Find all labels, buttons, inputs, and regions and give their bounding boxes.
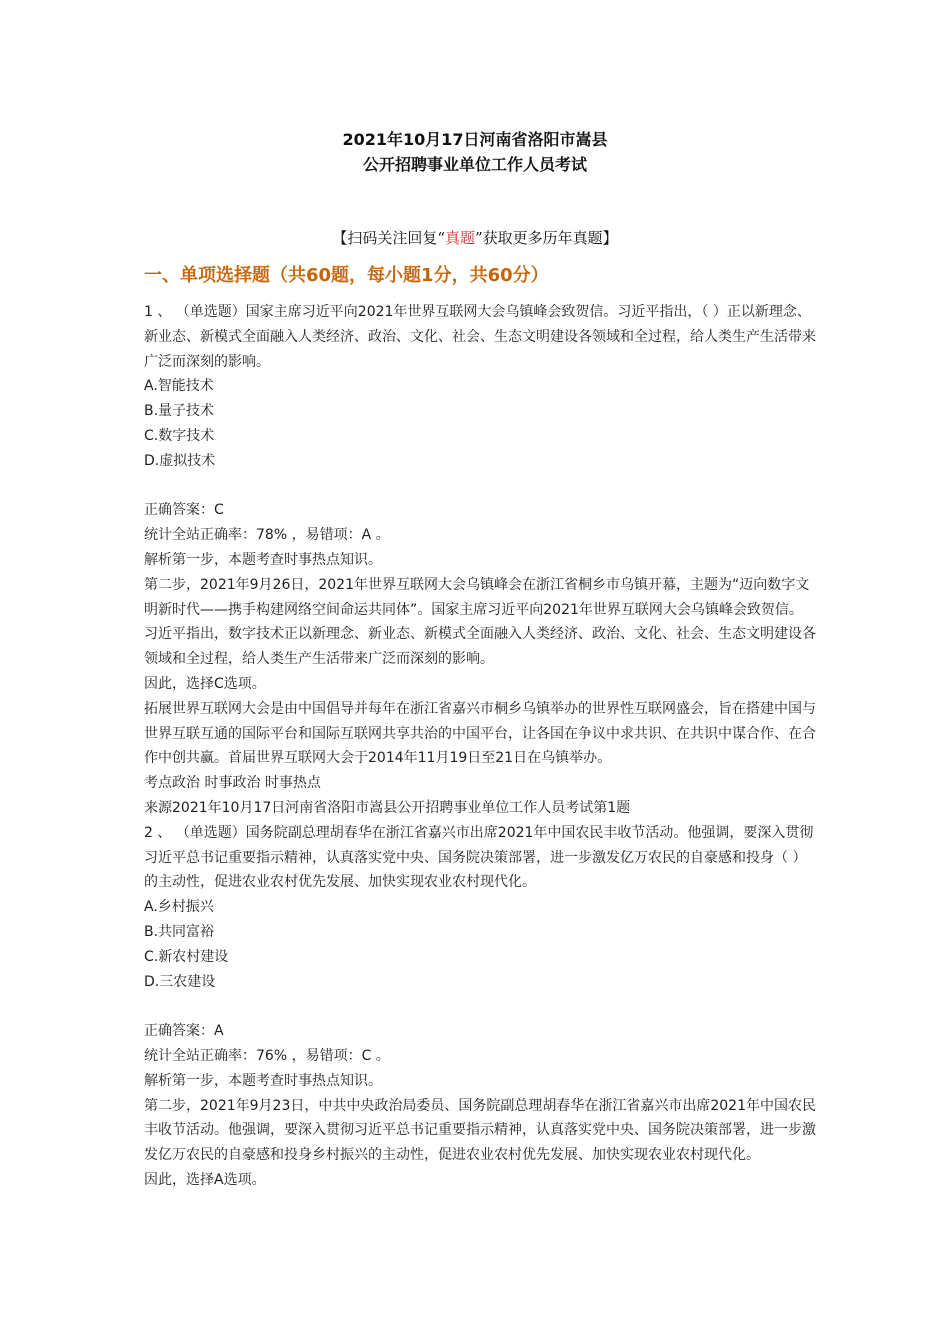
question-2-conclusion: 因此，选择A选项。 xyxy=(144,1171,266,1188)
question-2-analysis-step2: 第二步，2021年9月23日，中共中央政治局委员、国务院副总理胡春华在浙江省嘉兴市出席2021年中国农民丰收节活动。他强调，要深入贯彻习近平总书记重要指示精神，认真落实党中央、国务院决策部署，进一步激发亿万农民的自豪感和投身乡村振兴的主动性，促进农业农村优先发展、加快实现农业农村现代化。 xyxy=(144,1097,816,1164)
question-2-option-d: D.三农建设 xyxy=(144,973,216,990)
promo-highlight: 真题 xyxy=(444,229,475,247)
promo-banner xyxy=(0,227,950,248)
question-2-stem: 2 、 （单选题）国务院副总理胡春华在浙江省嘉兴市出席2021年中国农民丰收节活动。他强调，要深入贯彻习近平总书记重要指示精神，认真落实党中央、国务院决策部署，进一步激发亿万农民的自豪感和投身（ ）的主动性，促进农业农村优先发展、加快实现农业农村现代化。 xyxy=(144,824,814,891)
question-2-answer: 正确答案：A xyxy=(144,1023,224,1040)
question-2-stats: 统计全站正确率：76% ，易错项：C 。 xyxy=(144,1047,390,1064)
question-1-option-c: C.数字技术 xyxy=(144,427,215,444)
question-1-extension: 拓展世界互联网大会是由中国倡导并每年在浙江省嘉兴市桐乡乌镇举办的世界性互联网盛会，旨在搭建中国与世界互联互通的国际平台和国际互联网共享共治的中国平台，让各国在争议中求共识、在共识中谋合作、在合作中创共赢。首届世界互联网大会于2014年11月19日至21日在乌镇举办。 xyxy=(144,700,816,767)
promo-prefix: 【扫码关注回复“ xyxy=(332,229,445,247)
doc-title-line2: 公开招聘事业单位工作人员考试 xyxy=(362,155,587,174)
question-2-option-c: C.新农村建设 xyxy=(144,948,229,965)
question-1-analysis-step2: 第二步，2021年9月26日，2021年世界互联网大会乌镇峰会在浙江省桐乡市乌镇开幕，主题为“迈向数字文明新时代——携手构建网络空间命运共同体”。国家主席习近平向2021年世界互联网大会乌镇峰会致贺信。习近平指出，数字技术正以新理念、新业态、新模式全面融入人类经济、政治、文化、社会、生态文明建设各领域和全过程，给人类生产生活带来广泛而深刻的影响。 xyxy=(144,576,816,668)
doc-title-line1: 2021年10月17日河南省洛阳市嵩县 xyxy=(342,130,608,149)
question-1-analysis-step1: 解析第一步，本题考查时事热点知识。 xyxy=(144,551,382,568)
question-1-conclusion: 因此，选择C选项。 xyxy=(144,675,266,692)
question-1-stats: 统计全站正确率：78% ，易错项：A 。 xyxy=(144,527,390,544)
question-1-answer: 正确答案：C xyxy=(144,502,224,519)
section-heading: 一、单项选择题（共60题，每小题1分，共60分） xyxy=(144,265,549,286)
question-list xyxy=(144,300,816,1193)
question-1-source: 来源2021年10月17日河南省洛阳市嵩县公开招聘事业单位工作人员考试第1题 xyxy=(144,799,631,816)
question-2-analysis-step1: 解析第一步，本题考查时事热点知识。 xyxy=(144,1072,382,1089)
question-2-option-b: B.共同富裕 xyxy=(144,923,215,940)
question-2-option-a: A.乡村振兴 xyxy=(144,899,214,916)
question-1-stem: 1 、 （单选题）国家主席习近平向2021年世界互联网大会乌镇峰会致贺信。习近平指出，（ ）正以新理念、新业态、新模式全面融入人类经济、政治、文化、社会、生态文明建设各领域和全过程，给人类生产生活带来广泛而深刻的影响。 xyxy=(144,304,816,370)
question-1-option-a: A.智能技术 xyxy=(144,378,214,395)
question-1-option-b: B.量子技术 xyxy=(144,403,215,420)
question-1-option-d: D.虚拟技术 xyxy=(144,452,216,469)
question-1-topic: 考点政治 时事政治 时事热点 xyxy=(144,775,321,792)
promo-suffix: ”获取更多历年真题】 xyxy=(475,229,618,247)
